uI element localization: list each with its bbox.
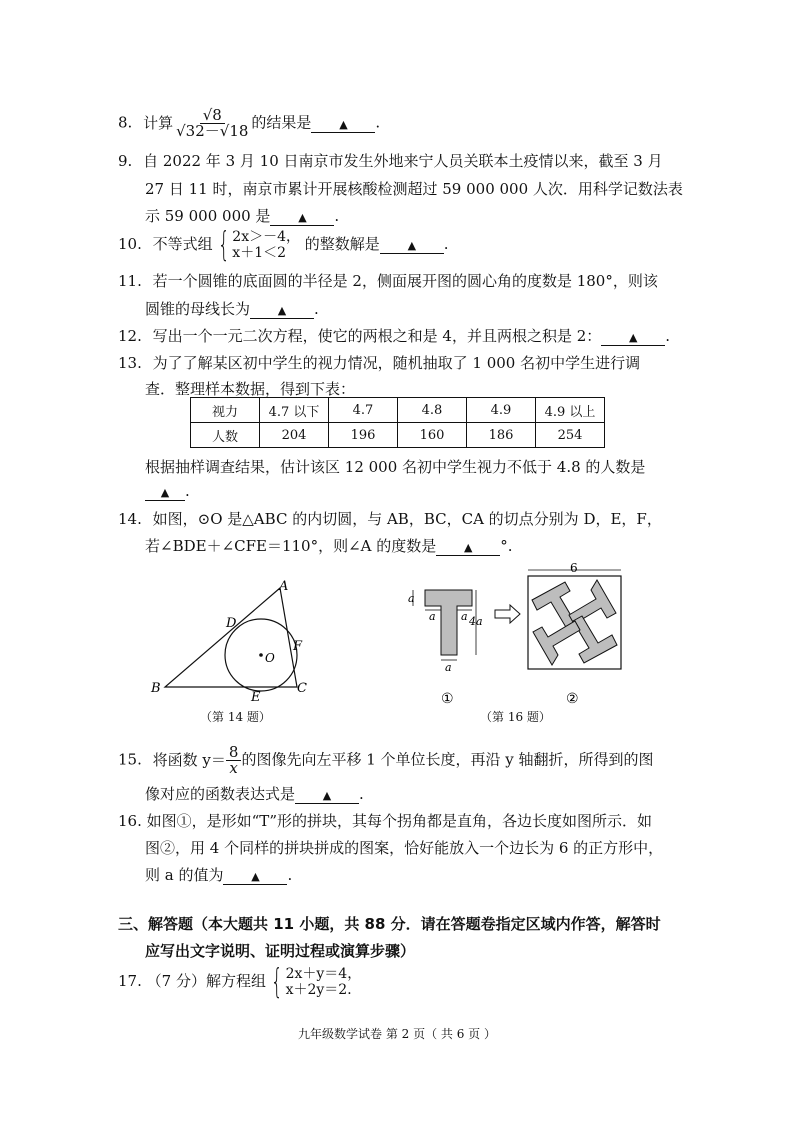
question-line: 自 2022 年 3 月 10 日南京市发生外地来宁人员关联本土疫情以来，截至 3 月	[143, 152, 663, 170]
pinwheel-piece	[569, 580, 616, 624]
brace-icon: {	[217, 225, 230, 265]
equation-system	[266, 962, 362, 1002]
question-16-line-3	[145, 864, 292, 885]
dim-4a: 4a	[469, 615, 483, 628]
question-13-line-2: 查．整理样本数据，得到下表：	[145, 380, 356, 398]
table-cell: 人数	[191, 423, 260, 448]
question-8	[118, 108, 380, 139]
question-number: 17.	[118, 972, 142, 990]
question-text: 计算	[143, 113, 174, 132]
fraction	[173, 108, 251, 139]
triangle-marker: ▲	[298, 211, 307, 224]
triangle-marker: ▲	[407, 239, 417, 252]
answer-blank	[380, 237, 444, 254]
question-11	[118, 270, 658, 291]
arrow-right-icon	[495, 605, 520, 623]
fraction-numerator: √8	[200, 108, 225, 124]
label-A: A	[279, 579, 289, 594]
question-number: 11.	[118, 272, 142, 290]
table-cell: 204	[260, 423, 329, 448]
label-circle-1: ①	[441, 691, 454, 707]
question-13-line-3: 根据抽样调查结果，估计该区 12 000 名初中学生视力不低于 4.8 的人数是	[145, 458, 646, 476]
section-3-heading-line-2: 应写出文字说明、证明过程或演算步骤）	[145, 942, 416, 960]
fraction-numerator: 8	[226, 745, 242, 761]
dim-a-bottom: a	[445, 661, 452, 674]
question-number: 16.	[118, 812, 142, 830]
label-D: D	[226, 616, 237, 631]
answer-blank	[311, 116, 375, 133]
table-cell: 196	[329, 423, 398, 448]
table-cell: 4.8	[398, 398, 467, 423]
question-text: 的整数解是	[300, 235, 380, 253]
table-cell: 160	[398, 423, 467, 448]
inequality-1: 2x＞－4，	[232, 229, 301, 245]
dim-a-left: a	[408, 592, 415, 605]
question-13	[118, 352, 640, 373]
answer-blank	[270, 209, 334, 226]
question-line: 如图①，是形如“T”形的拼块，其每个拐角都是直角，各边长度如图所示．如	[146, 812, 652, 830]
question-15	[118, 745, 654, 776]
fraction	[226, 745, 242, 776]
label-B: B	[151, 681, 161, 696]
fraction-denominator: √32－√18	[176, 122, 249, 140]
triangle-marker: ▲	[160, 486, 170, 499]
question-number: 8.	[118, 113, 133, 132]
question-line: 像对应的函数表达式是	[145, 785, 296, 803]
inequality-system	[213, 225, 301, 265]
question-line: 圆锥的母线长为	[145, 300, 251, 318]
punctuation: .	[287, 866, 293, 884]
question-line: 为了了解某区初中学生的视力情况，随机抽取了 1 000 名初中学生进行调	[152, 354, 641, 372]
question-number: 13.	[118, 354, 142, 372]
brace-icon: {	[270, 962, 283, 1002]
question-text: 的图像先向左平移 1 个单位长度，再沿 y 轴翻折，所得到的图	[241, 750, 654, 769]
triangle-marker: ▲	[322, 789, 332, 802]
table-cell: 4.9 以上	[536, 398, 605, 423]
punctuation: .	[185, 482, 190, 500]
question-14-line-2	[145, 535, 513, 556]
table-row	[191, 398, 605, 423]
answer-blank	[295, 787, 359, 804]
question-number: 14.	[118, 510, 142, 528]
pinwheel-piece	[573, 616, 617, 663]
question-line: 如图，⊙O 是△ABC 的内切圆，与 AB，BC，CA 的切点分别为 D，E，F，	[152, 510, 662, 528]
question-line: 示 59 000 000 是	[145, 207, 271, 225]
triangle-marker: ▲	[251, 870, 260, 883]
question-17	[118, 962, 362, 1002]
table-cell: 254	[536, 423, 605, 448]
triangle-marker: ▲	[339, 117, 348, 131]
triangle-marker: ▲	[464, 541, 473, 554]
table-cell: 4.7	[329, 398, 398, 423]
inequality-2: x＋1＜2	[232, 245, 287, 261]
question-line: 若一个圆锥的底面圆的半径是 2，侧面展开图的圆心角的度数是 180°，则该	[152, 272, 658, 290]
section-3-heading: 三、解答题（本大题共 11 小题，共 88 分．请在答题卷指定区域内作答，解答时	[118, 915, 661, 933]
triangle-marker: ▲	[277, 304, 287, 317]
punctuation: °.	[500, 537, 513, 555]
question-12	[118, 325, 670, 346]
answer-blank	[250, 302, 314, 319]
triangle-marker: ▲	[629, 331, 638, 344]
label-O: O	[265, 651, 275, 665]
table-row	[191, 423, 605, 448]
label-C: C	[297, 681, 307, 696]
question-10	[118, 225, 449, 265]
answer-blank	[436, 539, 500, 556]
dim-a-under: a	[429, 610, 436, 623]
label-F: F	[293, 639, 303, 654]
punctuation: .	[359, 785, 364, 803]
question-13-line-4	[145, 482, 190, 501]
punctuation: .	[314, 300, 319, 318]
question-15-line-2	[145, 783, 364, 804]
fraction-denominator: x	[229, 759, 238, 777]
figure-14	[140, 570, 340, 705]
question-11-line-2	[145, 298, 319, 319]
question-number: 10.	[118, 235, 142, 253]
triangle-abc	[165, 588, 297, 687]
question-number: 9.	[118, 152, 133, 170]
figure-16	[400, 562, 640, 710]
question-number: 15.	[118, 750, 142, 769]
equation-1: 2x＋y＝4，	[285, 966, 362, 982]
question-9-line-2: 27 日 11 时，南京市累计开展核酸检测超过 59 000 000 人次．用科学记数法表	[145, 180, 683, 198]
question-text: 不等式组	[152, 235, 213, 253]
figure-16-caption: （第 16 题）	[480, 710, 551, 724]
label-circle-2: ②	[566, 691, 579, 707]
equation-2: x＋2y＝2．	[285, 982, 362, 998]
question-14	[118, 508, 662, 529]
pinwheel-piece	[533, 621, 580, 665]
answer-blank	[145, 484, 185, 501]
table-cell: 视力	[191, 398, 260, 423]
answer-blank	[601, 329, 665, 346]
question-16-line-2: 图②，用 4 个同样的拼块拼成的图案，恰好能放入一个边长为 6 的正方形中，	[145, 839, 664, 857]
dim-6: 6	[570, 562, 578, 575]
question-line: 则 a 的值为	[145, 866, 224, 884]
dim-a-under-right: a	[461, 610, 468, 623]
figure-14-caption: （第 14 题）	[200, 710, 271, 724]
punctuation: .	[443, 235, 449, 253]
question-9	[118, 150, 663, 171]
question-text: 的结果是	[251, 113, 312, 132]
punctuation: .	[375, 113, 381, 132]
table-cell: 186	[467, 423, 536, 448]
page-footer: 九年级数学试卷 第 2 页（ 共 6 页 ）	[298, 1027, 496, 1041]
punctuation: .	[665, 327, 671, 345]
question-number: 12.	[118, 327, 142, 345]
question-9-line-3	[145, 205, 339, 226]
question-line: 若∠BDE＋∠CFE＝110°，则∠A 的度数是	[145, 537, 437, 555]
question-text: （7 分）解方程组	[146, 972, 266, 990]
answer-blank	[223, 868, 287, 885]
table-cell: 4.9	[467, 398, 536, 423]
pinwheel-piece	[532, 582, 576, 629]
center-point	[259, 653, 263, 657]
question-text: 写出一个一元二次方程，使它的两根之和是 4，并且两根之积是 2：	[152, 327, 602, 345]
table-cell: 4.7 以下	[260, 398, 329, 423]
question-text: 将函数 y＝	[152, 750, 226, 769]
label-E: E	[251, 690, 261, 705]
question-16	[118, 810, 652, 831]
vision-table	[190, 397, 605, 448]
punctuation: .	[334, 207, 340, 225]
